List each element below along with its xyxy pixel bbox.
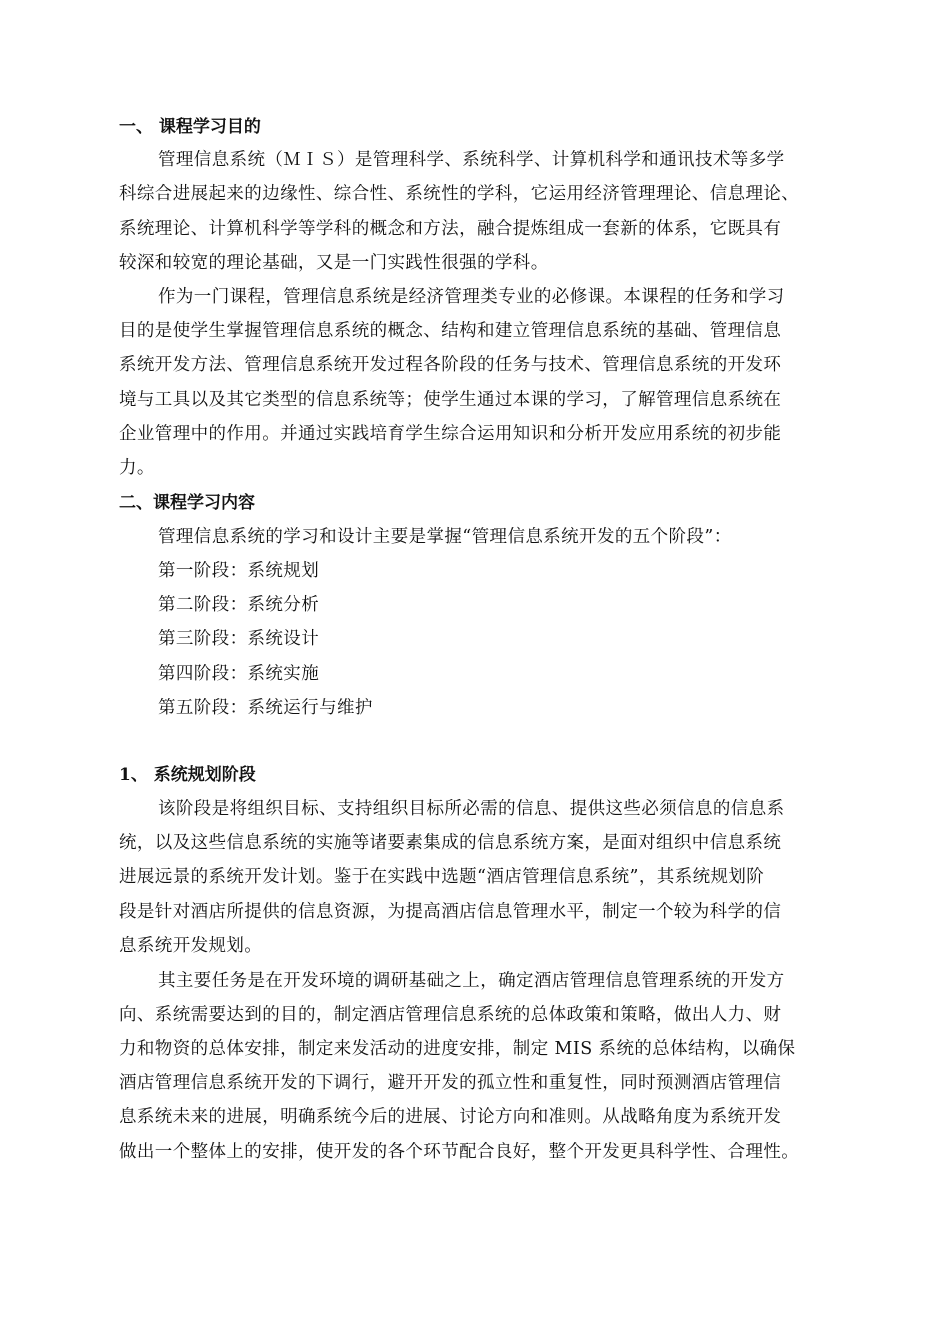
- paragraph-line: 管理信息系统的学习和设计主要是掌握“管理信息系统开发的五个阶段”：: [158, 527, 732, 547]
- stage-list-item: 第五阶段：系统运行与维护: [158, 698, 373, 718]
- paragraph-line: 较深和较宽的理论基础，又是一门实践性很强的学科。: [119, 253, 549, 273]
- paragraph-line: 息系统未来的进展，明确系统今后的进展、讨论方向和准则。从战略角度为系统开发: [119, 1107, 782, 1127]
- paragraph-line: 系统理论、计算机科学等学科的概念和方法，融合提炼组成一套新的体系，它既具有: [119, 219, 782, 239]
- paragraph-line: 企业管理中的作用。并通过实践培育学生综合运用知识和分析开发应用系统的初步能: [119, 424, 782, 444]
- stage-list-item: 第二阶段：系统分析: [158, 595, 320, 615]
- paragraph-line: 息系统开发规划。: [119, 936, 263, 956]
- section-heading-course-purpose: 一、 课程学习目的: [119, 117, 261, 137]
- paragraph-line: 段是针对酒店所提供的信息资源，为提高酒店信息管理水平，制定一个较为科学的信: [119, 902, 782, 922]
- stage-list-item: 第四阶段：系统实施: [158, 664, 320, 684]
- paragraph-line: 酒店管理信息系统开发的下调行，避开开发的孤立性和重复性，同时预测酒店管理信: [119, 1073, 782, 1093]
- paragraph-line: 其主要任务是在开发环境的调研基础之上，确定酒店管理信息管理系统的开发方: [158, 971, 785, 991]
- paragraph-line: 向、系统需要达到的目的，制定酒店管理信息系统的总体政策和策略，做出人力、财: [119, 1005, 782, 1025]
- stage-list-item: 第三阶段：系统设计: [158, 629, 320, 649]
- section-heading-system-planning: 1、 系统规划阶段: [119, 765, 256, 785]
- paragraph-line: 系统开发方法、管理信息系统开发过程各阶段的任务与技术、管理信息系统的开发环: [119, 355, 782, 375]
- paragraph-line: 境与工具以及其它类型的信息系统等；使学生通过本课的学习，了解管理信息系统在: [119, 390, 782, 410]
- paragraph-line: 统，以及这些信息系统的实施等诸要素集成的信息系统方案，是面对组织中信息系统: [119, 833, 782, 853]
- paragraph-line: 科综合进展起来的边缘性、综合性、系统性的学科，它运用经济管理理论、信息理论、: [119, 184, 800, 204]
- paragraph-line: 目的是使学生掌握管理信息系统的概念、结构和建立管理信息系统的基础、管理信息: [119, 321, 782, 341]
- paragraph-line: 力。: [119, 458, 155, 478]
- paragraph-line: 管理信息系统（ＭＩＳ）是管理科学、系统科学、计算机科学和通讯技术等多学: [158, 150, 785, 170]
- section-heading-course-content: 二、课程学习内容: [119, 493, 255, 513]
- paragraph-line: 进展远景的系统开发计划。鉴于在实践中选题“酒店管理信息系统”，其系统规划阶: [119, 867, 765, 887]
- stage-list-item: 第一阶段：系统规划: [158, 561, 320, 581]
- paragraph-line: 力和物资的总体安排，制定来发活动的进度安排，制定 MIS 系统的总体结构，以确保: [119, 1039, 796, 1059]
- paragraph-line: 做出一个整体上的安排，使开发的各个环节配合良好，整个开发更具科学性、合理性。: [119, 1142, 800, 1162]
- paragraph-line: 该阶段是将组织目标、支持组织目标所必需的信息、提供这些必须信息的信息系: [158, 799, 785, 819]
- paragraph-line: 作为一门课程，管理信息系统是经济管理类专业的必修课。本课程的任务和学习: [158, 287, 785, 307]
